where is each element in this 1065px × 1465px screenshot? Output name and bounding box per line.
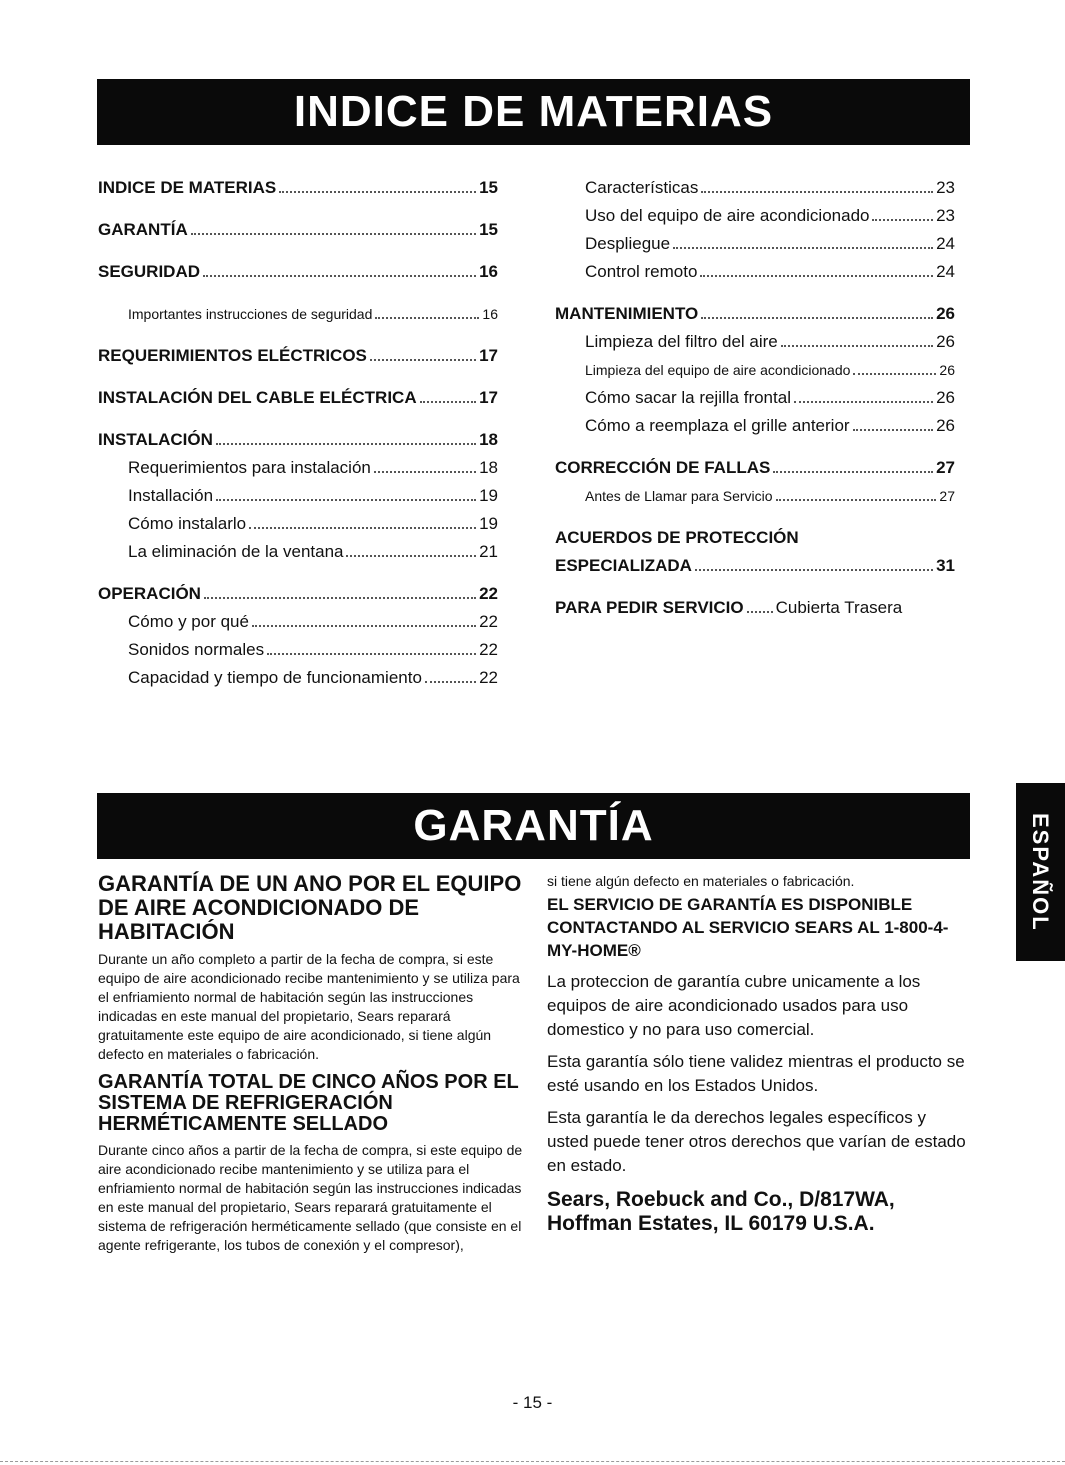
leader-dots: [853, 373, 936, 375]
toc-label: Capacidad y tiempo de funcionamiento: [128, 668, 422, 687]
toc-entry[interactable]: [98, 384, 498, 412]
toc-entry[interactable]: [98, 608, 498, 636]
toc-banner: INDICE DE MATERIAS: [97, 79, 970, 145]
toc-label: Despliegue: [585, 234, 671, 253]
leader-dots: [375, 317, 479, 319]
toc-label: Cómo y por qué: [128, 612, 249, 631]
toc-label: Cómo sacar la rejilla frontal: [585, 388, 791, 407]
leader-dots: [216, 499, 476, 501]
toc-label: Limpieza del filtro del aire: [585, 332, 778, 351]
toc-page: Cubierta Trasera: [775, 598, 903, 617]
toc-entry[interactable]: [555, 594, 955, 622]
toc-page: 26: [936, 332, 955, 351]
toc-page: 18: [479, 458, 498, 477]
toc-page: 22: [479, 640, 498, 659]
toc-entry[interactable]: [98, 258, 498, 286]
toc-label: Control remoto: [585, 262, 698, 281]
toc-page: 24: [936, 234, 955, 253]
toc-page: 16: [482, 306, 498, 322]
toc-entry[interactable]: [555, 300, 955, 328]
toc-label: MANTENIMIENTO: [555, 304, 699, 323]
toc-entry[interactable]: [98, 454, 498, 482]
toc-label: Limpieza del equipo de aire acondicionado: [585, 362, 851, 378]
toc-entry[interactable]: [98, 174, 498, 202]
toc-label: La eliminación de la ventana: [128, 542, 344, 561]
sears-address-line-1: Sears, Roebuck and Co., D/817WA,: [547, 1188, 895, 1211]
leader-dots: [695, 569, 933, 571]
toc-label: INSTALACIÓN: [98, 430, 213, 449]
toc-page: 26: [936, 304, 955, 323]
leader-dots: [673, 247, 933, 249]
leader-dots: [794, 401, 933, 403]
page-number: - 15 -: [512, 1393, 553, 1412]
warranty-heading-five-year: GARANTÍA TOTAL DE CINCO AÑOS POR EL SISTEMA DE REFRIGERACIÓN HERMÉTICAMENTE SELLADO: [98, 1071, 519, 1135]
toc-label: ESPECIALIZADA: [555, 556, 692, 575]
warranty-text-continued: si tiene algún defecto en materiales o fabricación.: [547, 873, 855, 889]
warranty-rights-text: Esta garantía le da derechos legales específicos y usted puede tener otros derechos que varían de estado en estado.: [547, 1108, 966, 1175]
toc-entry[interactable]: [98, 426, 498, 454]
bottom-divider: [0, 1461, 1065, 1462]
toc-label: Cómo a reemplaza el grille anterior: [585, 416, 850, 435]
toc-entry-title: ACUERDOS DE PROTECCIÓN: [555, 528, 799, 547]
toc-label: OPERACIÓN: [98, 584, 201, 603]
toc-page: 17: [479, 346, 498, 365]
toc-label: Uso del equipo de aire acondicionado: [585, 206, 870, 225]
leader-dots: [252, 625, 476, 627]
leader-dots: [374, 471, 476, 473]
toc-page: 22: [479, 584, 498, 603]
toc-entry[interactable]: [98, 216, 498, 244]
toc-page: 15: [479, 220, 498, 239]
toc-page: 26: [939, 362, 955, 378]
toc-page: 26: [936, 388, 955, 407]
toc-page: 16: [479, 262, 498, 281]
toc-entry[interactable]: [555, 230, 955, 258]
leader-dots: [203, 275, 476, 277]
toc-label: INSTALACIÓN DEL CABLE ELÉCTRICA: [98, 388, 417, 407]
toc-entry[interactable]: [98, 300, 498, 328]
leader-dots: [191, 233, 476, 235]
toc-label: Importantes instrucciones de seguridad: [128, 306, 373, 322]
toc-entry[interactable]: [555, 258, 955, 286]
toc-entry[interactable]: [98, 510, 498, 538]
leader-dots: [776, 499, 937, 501]
toc-entry[interactable]: [98, 342, 498, 370]
leader-dots: [773, 471, 933, 473]
toc-page: 22: [479, 668, 498, 687]
language-side-tab: ESPAÑOL: [1016, 783, 1065, 961]
toc-page: 22: [479, 612, 498, 631]
toc-page: 31: [936, 556, 955, 575]
leader-dots: [747, 611, 773, 613]
warranty-banner: GARANTÍA: [97, 793, 970, 859]
toc-page: 24: [936, 262, 955, 281]
toc-page: 19: [479, 486, 498, 505]
warranty-validity-text: Esta garantía sólo tiene validez mientras el producto se esté usando en los Estados Unidos.: [547, 1052, 965, 1095]
leader-dots: [781, 345, 933, 347]
toc-left-column: [98, 174, 498, 692]
leader-dots: [370, 359, 476, 361]
toc-page: 17: [479, 388, 498, 407]
leader-dots: [425, 681, 476, 683]
toc-page: 27: [936, 458, 955, 477]
leader-dots: [279, 191, 476, 193]
toc-label: INDICE DE MATERIAS: [98, 178, 277, 197]
leader-dots: [267, 653, 476, 655]
toc-page: 26: [936, 416, 955, 435]
warranty-left-column: [98, 872, 523, 1255]
toc-label: REQUERIMIENTOS ELÉCTRICOS: [98, 346, 367, 365]
toc-label: Sonidos normales: [128, 640, 265, 659]
toc-page: 19: [479, 514, 498, 533]
toc-entry[interactable]: [555, 202, 955, 230]
leader-dots: [420, 401, 476, 403]
toc-label: Antes de Llamar para Servicio: [585, 488, 773, 504]
toc-label: Características: [585, 178, 699, 197]
warranty-service-heading: EL SERVICIO DE GARANTÍA ES DISPONIBLE CONTACTANDO AL SERVICIO SEARS AL 1-800-4-MY-HOME®: [547, 895, 949, 960]
toc-entry[interactable]: [98, 538, 498, 566]
leader-dots: [249, 527, 476, 529]
toc-label: Cómo instalarlo: [128, 514, 247, 533]
toc-label: PARA PEDIR SERVICIO: [555, 598, 744, 617]
leader-dots: [216, 443, 476, 445]
toc-entry[interactable]: [555, 482, 955, 510]
leader-dots: [700, 275, 933, 277]
toc-label: SEGURIDAD: [98, 262, 201, 281]
toc-page: 27: [939, 488, 955, 504]
leader-dots: [853, 429, 934, 431]
toc-entry[interactable]: [555, 384, 955, 412]
toc-entry[interactable]: [98, 482, 498, 510]
toc-page: 15: [479, 178, 498, 197]
toc-entry[interactable]: [98, 580, 498, 608]
warranty-text-five-year: Durante cinco años a partir de la fecha de compra, si este equipo de aire acondicionado recibe mantenimiento y se utiliza para el enfriamiento normal de habitación según las instrucciones indicadas en este manual del propietario, Sears reparará gratuitamente el sistema de refrigeración herméticamente sellado (que consiste en el agente refrigerante, los tubos de conexión y el compresor),: [98, 1142, 523, 1253]
leader-dots: [872, 219, 933, 221]
toc-label: Requerimientos para instalación: [128, 458, 371, 477]
toc-page: 23: [936, 206, 955, 225]
leader-dots: [204, 597, 476, 599]
leader-dots: [701, 317, 933, 319]
sears-address-line-2: Hoffman Estates, IL 60179 U.S.A.: [547, 1212, 875, 1235]
toc-page: 21: [479, 542, 498, 561]
toc-entry[interactable]: [555, 174, 955, 202]
toc-entry[interactable]: [555, 454, 955, 482]
toc-page: 23: [936, 178, 955, 197]
toc-label: CORRECCIÓN DE FALLAS: [555, 458, 771, 477]
toc-entry[interactable]: [555, 328, 955, 356]
warranty-right-column: [547, 872, 972, 1236]
toc-entry[interactable]: [555, 552, 955, 580]
toc-entry[interactable]: [555, 412, 955, 440]
leader-dots: [701, 191, 933, 193]
toc-right-column: [555, 174, 955, 622]
leader-dots: [346, 555, 476, 557]
toc-label: GARANTÍA: [98, 220, 188, 239]
toc-entry[interactable]: [555, 356, 955, 384]
toc-entry[interactable]: [98, 664, 498, 692]
warranty-coverage-text: La proteccion de garantía cubre unicamente a los equipos de aire acondicionado usados para uso domestico y no para uso comercial.: [547, 972, 921, 1039]
toc-label: Installación: [128, 486, 214, 505]
warranty-text-one-year: Durante un año completo a partir de la fecha de compra, si este equipo de aire acondicionado recibe mantenimiento y se utiliza para el enfriamiento normal de habitación según las instrucciones indicadas en este manual del propietario, Sears reparará gratuitamente este equipo de aire acondicionado, si tiene algún defecto en materiales o fabricación.: [98, 951, 520, 1062]
toc-entry[interactable]: [98, 636, 498, 664]
warranty-heading-one-year: GARANTÍA DE UN ANO POR EL EQUIPO DE AIRE ACONDICIONADO DE HABITACIÓN: [98, 871, 522, 944]
toc-page: 18: [479, 430, 498, 449]
